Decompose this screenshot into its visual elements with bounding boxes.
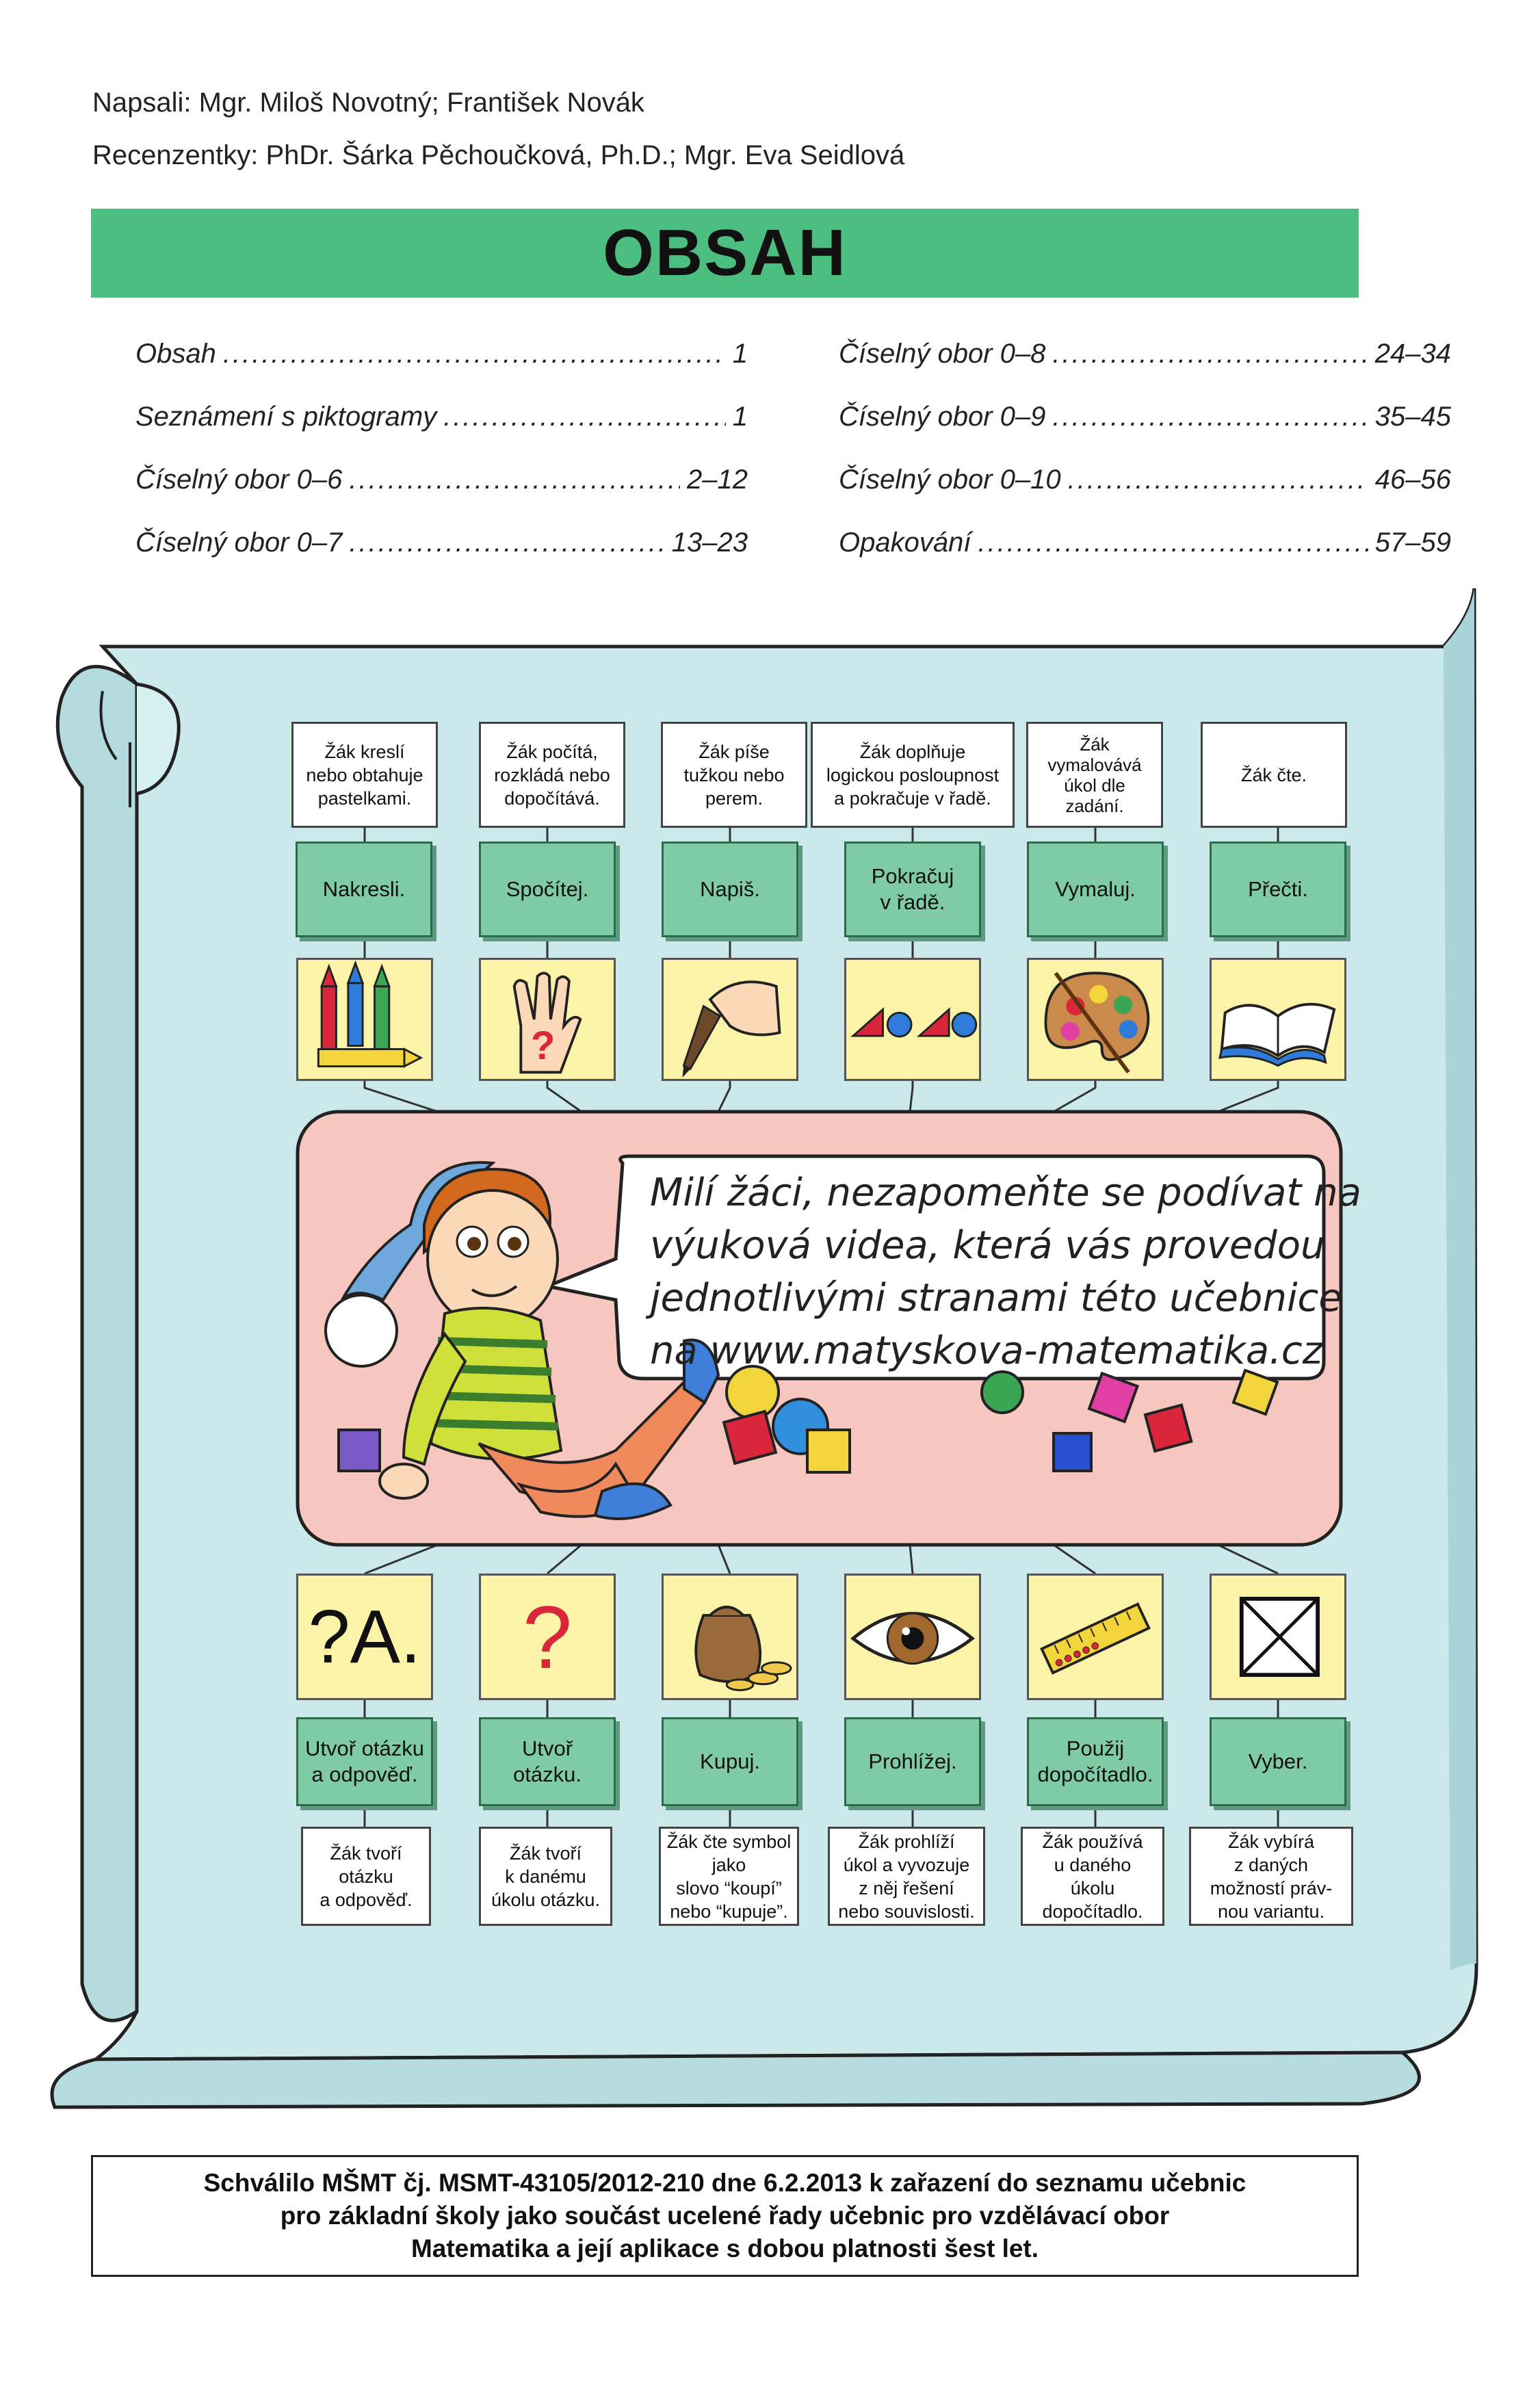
toc-entry: Seznámení s piktogramy ..... 1 <box>135 402 748 432</box>
shape-sequence-icon <box>844 958 981 1081</box>
toc-entry: Obsah ..... 1 <box>135 339 748 369</box>
question-mark-icon: ? <box>479 1574 616 1700</box>
pictogram-description: Žák čte. <box>1201 722 1347 828</box>
toc-entry: Číselný obor 0–10 ..... 46–56 <box>839 465 1451 495</box>
pictogram-label: Spočítej. <box>479 842 616 937</box>
crossed-box-icon <box>1210 1574 1346 1700</box>
abacus-icon <box>1027 1574 1164 1700</box>
palette-icon <box>1027 958 1164 1081</box>
toc-entry: Opakování ..... 57–59 <box>839 527 1451 558</box>
pictogram-label: Utvoř otázku. <box>479 1717 616 1806</box>
counting-hand-icon <box>479 958 616 1081</box>
pictogram-description: Žák čte symbol jako slovo “koupí” nebo “kupuje”. <box>659 1827 799 1926</box>
pictogram-label: Použij dopočítadlo. <box>1027 1717 1164 1806</box>
toc-entry: Číselný obor 0–9 ..... 35–45 <box>839 402 1451 432</box>
pictogram-description: Žák vymalovává úkol dle zadání. <box>1026 722 1163 828</box>
svg-text:?: ? <box>530 1023 556 1068</box>
pictogram-description: Žák počítá, rozkládá nebo dopočítává. <box>479 722 625 828</box>
pictogram-label: Nakresli. <box>296 842 432 937</box>
pictogram-description: Žák píše tužkou nebo perem. <box>661 722 807 828</box>
authors-line: Napsali: Mgr. Miloš Novotný; František Novák <box>92 88 644 118</box>
question-answer-icon: ?A. <box>296 1574 433 1700</box>
money-bag-icon <box>662 1574 798 1700</box>
pictogram-description: Žák kreslí nebo obtahuje pastelkami. <box>291 722 438 828</box>
pictogram-label: Vymaluj. <box>1027 842 1164 937</box>
pictogram-label: Přečti. <box>1210 842 1346 937</box>
pictogram-label: Napiš. <box>662 842 798 937</box>
pictogram-label: Pokračuj v řadě. <box>844 842 981 937</box>
pictogram-label: Prohlížej. <box>844 1717 981 1806</box>
pictogram-description: Žák tvoří otázku a odpověď. <box>301 1827 431 1926</box>
pictogram-label: Utvoř otázku a odpověď. <box>296 1717 433 1806</box>
pictogram-description: Žák používá u daného úkolu dopočítadlo. <box>1021 1827 1164 1926</box>
toc-entry: Číselný obor 0–7 ..... 13–23 <box>135 527 748 558</box>
pictogram-label: Kupuj. <box>662 1717 798 1806</box>
pictogram-description: Žák prohlíží úkol a vyvozuje z něj řešení nebo souvislosti. <box>828 1827 985 1926</box>
pictogram-description: Žák doplňuje logickou posloupnost a pokračuje v řadě. <box>811 722 1015 828</box>
pictogram-description: Žák tvoří k danému úkolu otázku. <box>479 1827 612 1926</box>
writing-hand-icon <box>662 958 798 1081</box>
page-title: OBSAH <box>603 216 847 289</box>
eye-icon <box>844 1574 981 1700</box>
reviewers-line: Recenzentky: PhDr. Šárka Pěchoučková, Ph.D.; Mgr. Eva Seidlová <box>92 140 905 170</box>
approval-notice: Schválilo MŠMT čj. MSMT-43105/2012-210 dne 6.2.2013 k zařazení do seznamu učebnic pro základní školy jako součást ucelené řady učebnic pro vzdělávací obor Matematika a její aplikace s dobou platnosti šest let. <box>91 2155 1359 2277</box>
pictogram-label: Vyber. <box>1210 1717 1346 1806</box>
toc-entry: Číselný obor 0–6 ..... 2–12 <box>135 465 748 495</box>
toc-entry: Číselný obor 0–8 ..... 24–34 <box>839 339 1451 369</box>
open-book-icon <box>1210 958 1346 1081</box>
crayons-icon <box>296 958 433 1081</box>
pictogram-description: Žák vybírá z daných možností práv- nou variantu. <box>1189 1827 1353 1926</box>
speech-bubble-text: Milí žáci, nezapomeňte se podívat na výuková videa, která vás provedou jednotlivými stranami této učebnice na www.matyskova-matematika.cz <box>650 1171 1361 1373</box>
